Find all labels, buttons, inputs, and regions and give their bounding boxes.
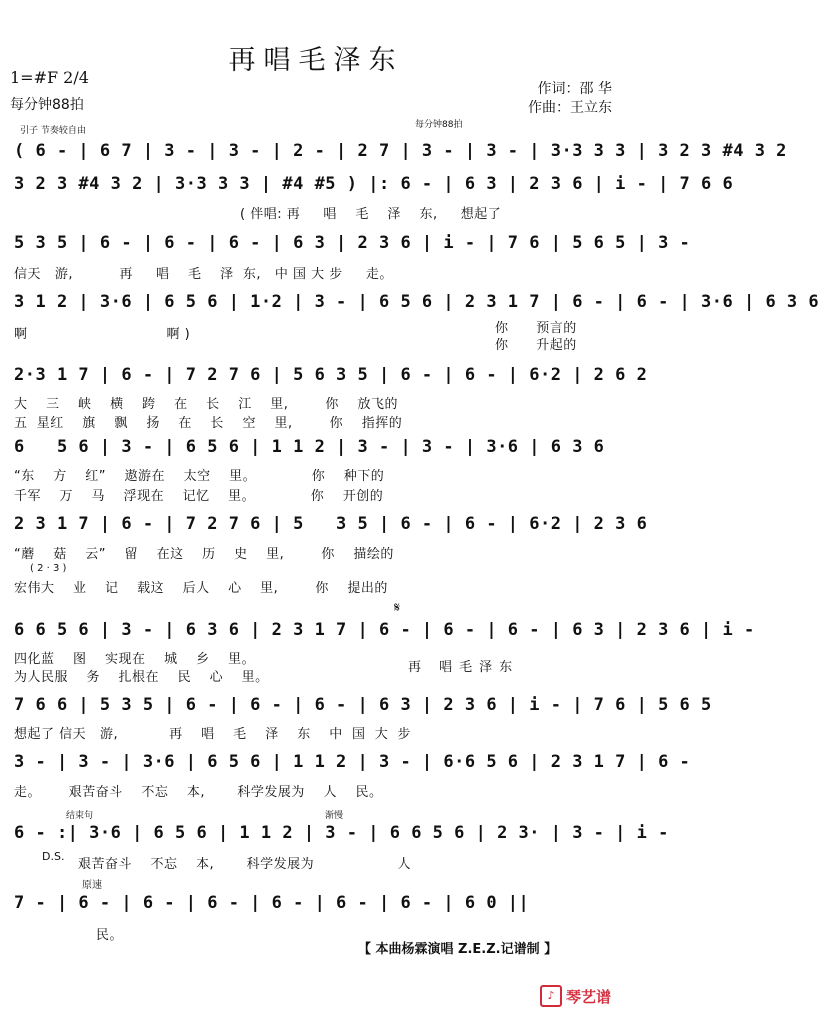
lyric-phrase: 再 唱毛泽东 bbox=[408, 660, 520, 675]
original-speed-label: 原速 bbox=[82, 880, 102, 891]
alt-notes: ( 2 · 3 ) bbox=[30, 563, 67, 574]
lyric-line: “东 方 红” 遨游在 太空 里。 你 种下的 bbox=[14, 469, 385, 484]
lyricist-credit: 作词：邵 华 bbox=[537, 81, 612, 97]
slow-label: 渐慢 bbox=[325, 811, 344, 821]
lyric-line: 想起了 信天 游, 再 唱 毛 泽 东 中 国 大 步 bbox=[14, 727, 412, 742]
intro-label: 引子 节奏较自由 bbox=[20, 126, 86, 136]
logo-icon: ♪ bbox=[540, 985, 562, 1007]
notation-row-8: 6 6 5 6 | 3 - | 6 3 6 | 2 3 1 7 | 6 - | 6 - | 6 - | 6 3 | 2 3 6 | i - bbox=[14, 620, 755, 640]
notation-row-2: 3 2 3 #4 3 2 | 3·3 3 3 | #4 #5 ) |: 6 - | 6 3 | 2 3 6 | i - | 7 6 6 bbox=[14, 174, 734, 194]
tempo-marking: 每分钟88拍 bbox=[10, 97, 84, 113]
notation-row-9: 7 6 6 | 5 3 5 | 6 - | 6 - | 6 - | 6 3 | 2 3 6 | i - | 7 6 | 5 6 5 bbox=[14, 695, 712, 715]
lyric-line: 大 三 峡 横 跨 在 长 江 里, 你 放飞的 bbox=[14, 397, 398, 412]
ds-label: D.S. bbox=[42, 850, 65, 863]
notation-row-4: 3 1 2 | 3·6 | 6 5 6 | 1·2 | 3 - | 6 5 6 | 2 3 1 7 | 6 - | 6 - | 3·6 | 6 3 6 bbox=[14, 292, 819, 312]
notation-row-11: 6 - :| 3·6 | 6 5 6 | 1 1 2 | 3 - | 6 6 5 6 | 2 3· | 3 - | i - bbox=[14, 823, 669, 843]
lyric-line: 千军 万 马 浮现在 记忆 里。 你 开创的 bbox=[14, 489, 384, 504]
lyric-line: 为人民服 务 扎根在 民 心 里。 bbox=[14, 670, 269, 685]
site-logo bbox=[540, 985, 611, 1007]
lyric-line: ( 伴唱: 再 唱 毛 泽 东, 想起了 bbox=[240, 207, 502, 222]
notation-row-7: 2 3 1 7 | 6 - | 7 2 7 6 | 5 3 5 | 6 - | 6 - | 6·2 | 2 3 6 bbox=[14, 514, 648, 534]
song-title: 再唱毛泽东 bbox=[228, 45, 404, 76]
notation-row-10: 3 - | 3 - | 3·6 | 6 5 6 | 1 1 2 | 3 - | 6·6 5 6 | 2 3 1 7 | 6 - bbox=[14, 752, 691, 772]
notation-row-1: ( 6 - | 6 7 | 3 - | 3 - | 2 - | 2 7 | 3 - | 3 - | 3·3 3 3 | 3 2 3 #4 3 2 bbox=[14, 141, 787, 161]
lyric-line: 你 升起的 bbox=[495, 338, 577, 353]
notation-row-12: 7 - | 6 - | 6 - | 6 - | 6 - | 6 - | 6 - | 6 0 || bbox=[14, 893, 530, 913]
notation-row-6: 6 5 6 | 3 - | 6 5 6 | 1 1 2 | 3 - | 3 - | 3·6 | 6 3 6 bbox=[14, 437, 605, 457]
lyric-line: 啊 啊 ) bbox=[14, 327, 191, 342]
ending-label: 结束句 bbox=[66, 811, 94, 821]
footer-credit: 【 本曲杨霖演唱 Z.E.Z.记谱制 】 bbox=[358, 942, 558, 957]
logo-text: 琴艺谱 bbox=[566, 987, 612, 1006]
notation-row-3: 5 3 5 | 6 - | 6 - | 6 - | 6 3 | 2 3 6 | i - | 7 6 | 5 6 5 | 3 - bbox=[14, 233, 691, 253]
lyric-line: 艰苦奋斗 不忘 本, 科学发展为 人 bbox=[78, 857, 411, 872]
lyric-line: 宏伟大 业 记 载这 后人 心 里, 你 提出的 bbox=[14, 581, 388, 596]
notation-row-5: 2·3 1 7 | 6 - | 7 2 7 6 | 5 6 3 5 | 6 - | 6 - | 6·2 | 2 6 2 bbox=[14, 365, 648, 385]
lyric-line: 民。 bbox=[96, 928, 124, 943]
tempo-mark: 每分钟88拍 bbox=[415, 120, 463, 130]
lyric-line: 四化蓝 图 实现在 城 乡 里。 bbox=[14, 652, 256, 667]
lyric-line: 走。 艰苦奋斗 不忘 本, 科学发展为 人 民。 bbox=[14, 785, 383, 800]
composer-credit: 作曲：王立东 bbox=[528, 100, 612, 116]
lyric-line: 五 星红 旗 飘 扬 在 长 空 里, 你 指挥的 bbox=[14, 416, 403, 431]
key-signature: 1=#F 2/4 bbox=[10, 68, 89, 87]
segno-sign: 𝄋 bbox=[394, 600, 401, 616]
lyric-line: “蘑 菇 云” 留 在这 历 史 里, 你 描绘的 bbox=[14, 547, 394, 562]
lyric-line: 信天 游, 再 唱 毛 泽 东, 中 国 大 步 走。 bbox=[14, 267, 393, 282]
lyric-line: 你 预言的 bbox=[495, 321, 577, 336]
